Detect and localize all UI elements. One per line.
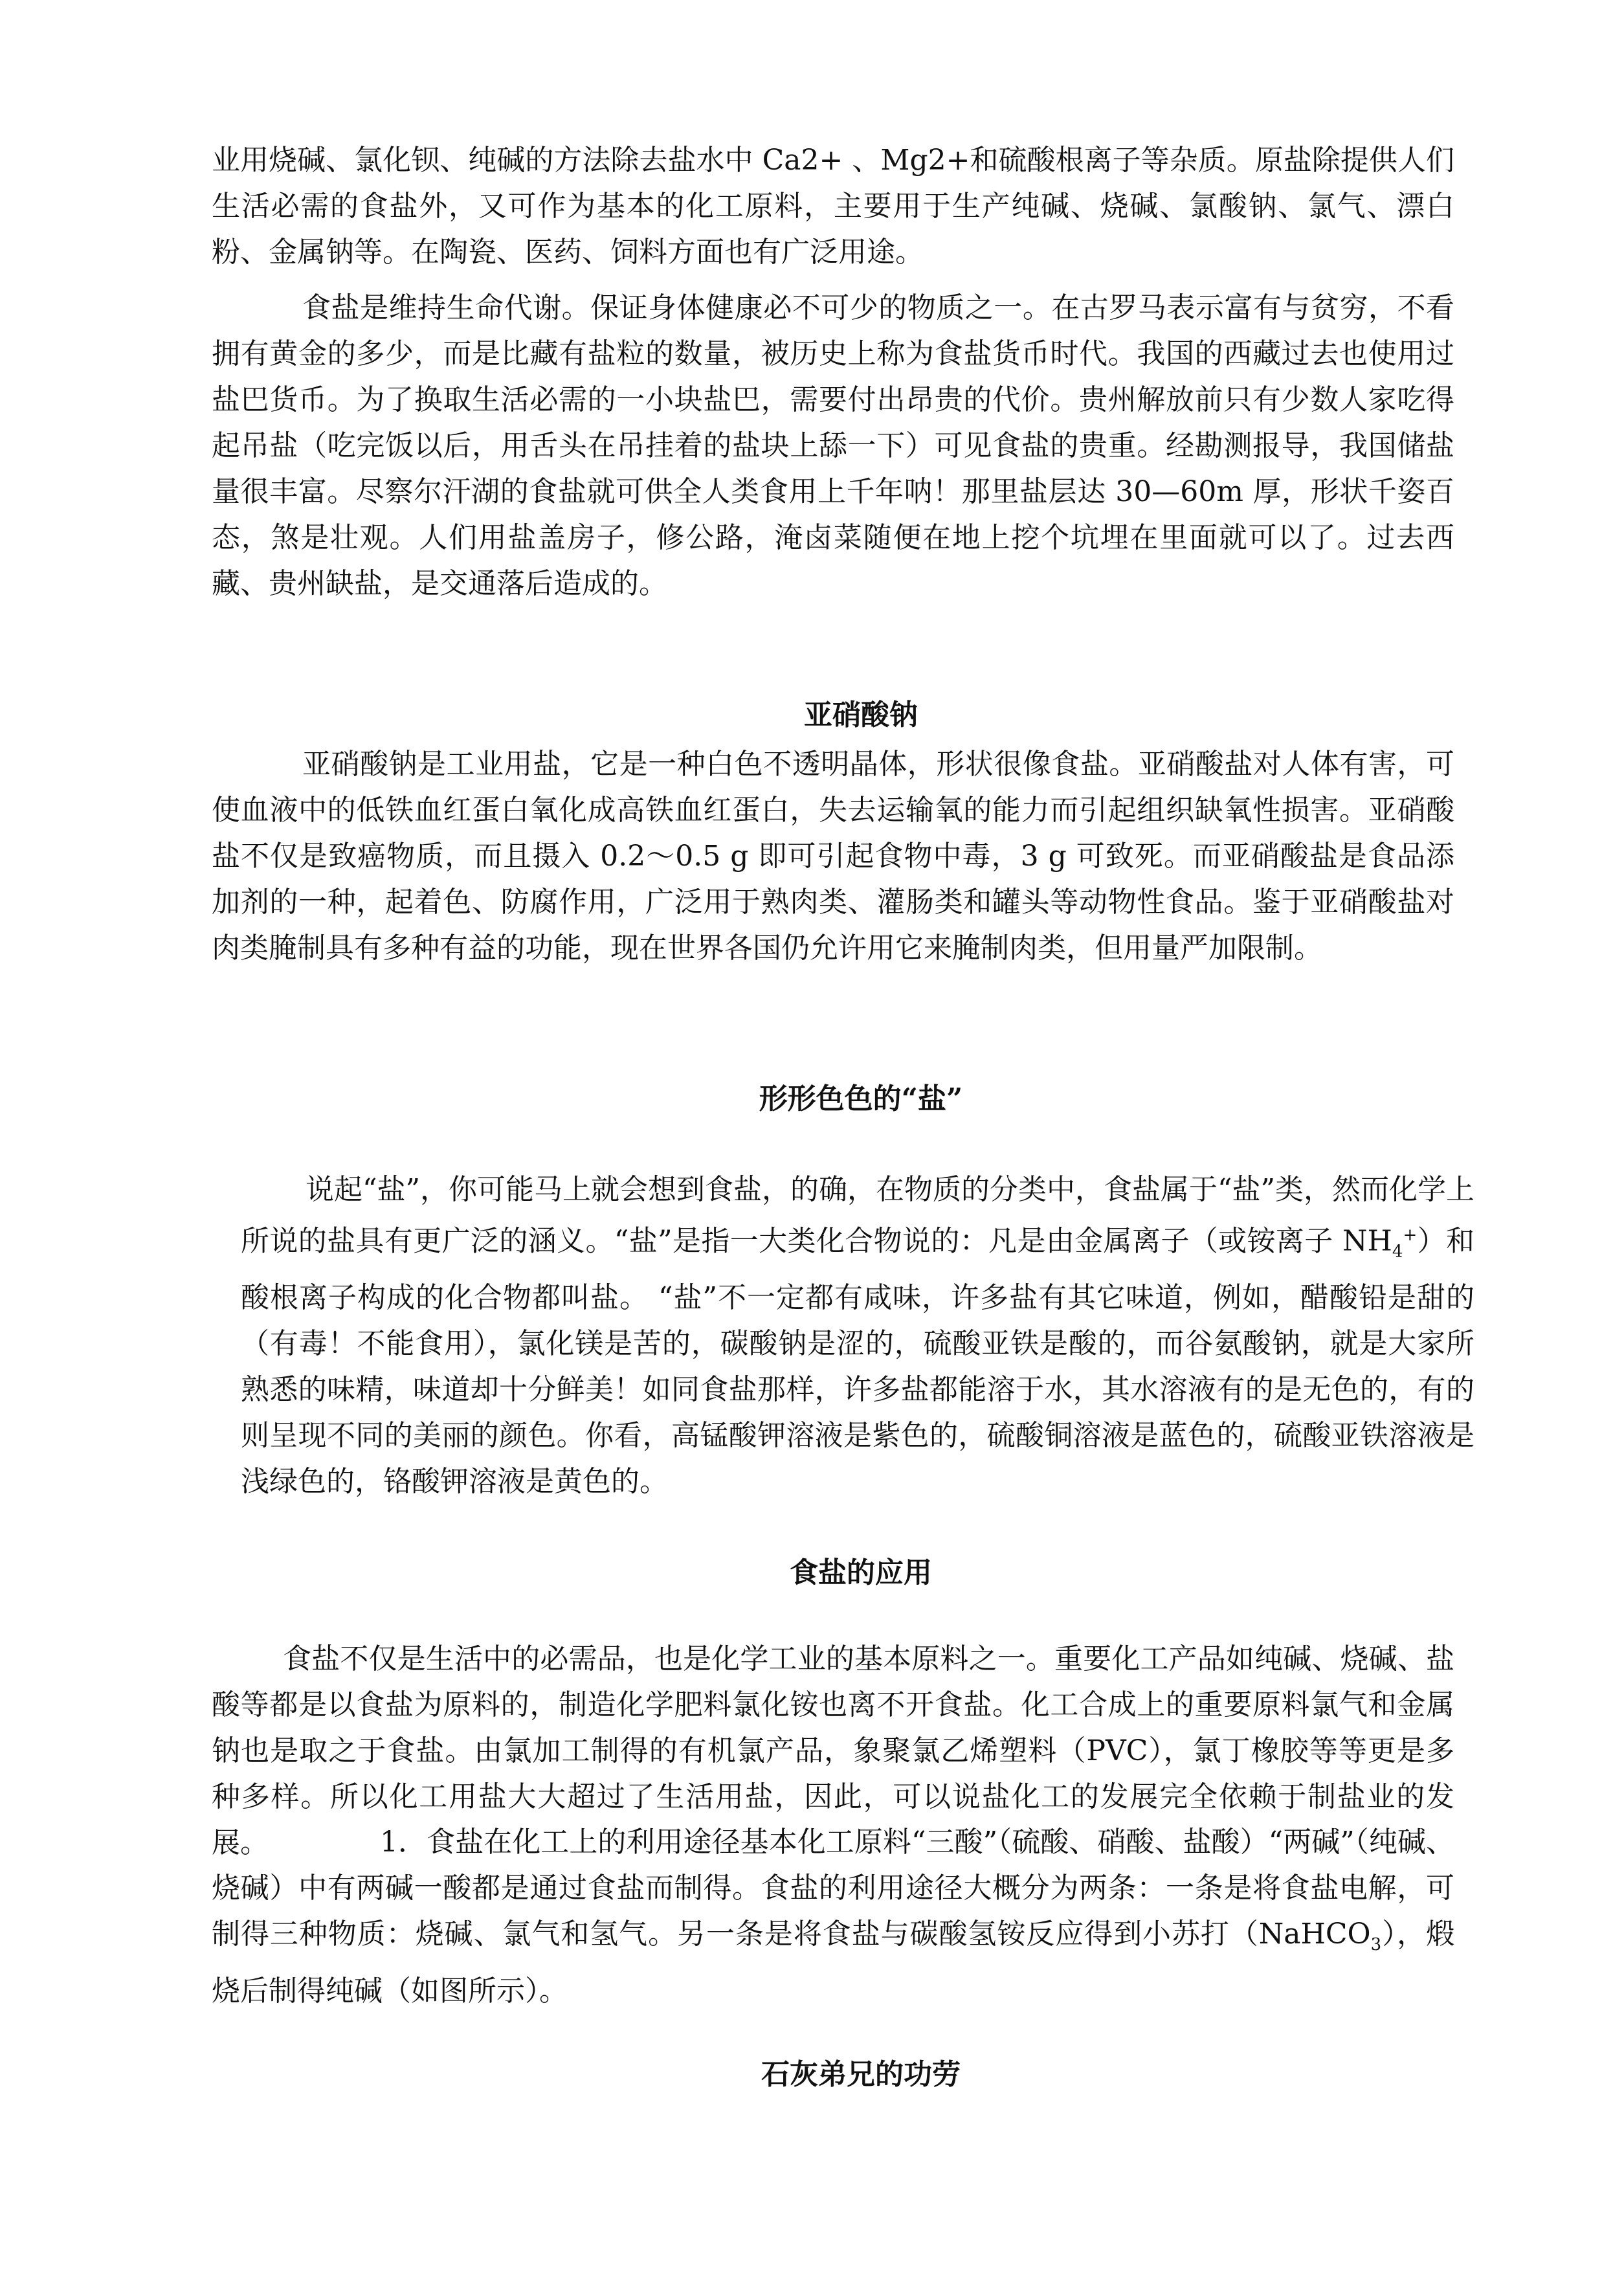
paragraph-text: 1．食盐在化工上的利用途径基本化工原料“三酸”（硫酸、硝酸、盐酸）“两碱”（纯碱、烧碱）中有两碱一酸都是通过食盐而制得。食盐的利用途径大概分为两条：一条是将食盐电解，可制得三种物质：烧碱、氯气和氢气。另一条是将食盐与碳酸氢铵反应得到小苏打（NaHCO: [212, 1826, 1454, 1951]
heading-sodium-nitrite: 亚硝酸钠: [804, 699, 918, 732]
paragraph-text: 说起“盐”，你可能马上就会想到食盐，的确，在物质的分类中，食盐属于“盐”类，然而化学上所说的盐具有更广泛的涵义。“盐”是指一大类化合物说的：凡是由金属离子（或铵离子 NH: [241, 1173, 1474, 1258]
paragraph-various-salts: [241, 1167, 1474, 1504]
paragraph-salt-purification: [212, 137, 1454, 275]
paragraph-text: 亚硝酸钠是工业用盐，它是一种白色不透明晶体，形状很像食盐。亚硝酸盐对人体有害，可使血液中的低铁血红蛋白氧化成高铁血红蛋白，失去运输氧的能力而引起组织缺氧性损害。亚硝酸盐不仅是致癌物质，而且摄入 0.2～0.5 g 即可引起食物中毒，3 g 可致死。而亚硝酸盐是食品添加剂的一种，起着色、防腐作用，广泛用于熟肉类、灌肠类和罐头等动物性食品。鉴于亚硝酸盐对肉类腌制具有多种有益的功能，现在世界各国仍允许用它来腌制肉类，但用量严加限制。: [212, 748, 1454, 965]
subscript-3: 3: [1370, 1934, 1382, 1954]
paragraph-salt-chemical-uses: [212, 1819, 1454, 2014]
paragraph-text: 业用烧碱、氯化钡、纯碱的方法除去盐水中 Ca2+ 、Mg2+和硫酸根离子等杂质。原盐除提供人们生活必需的食盐外，又可作为基本的化工原料，主要用于生产纯碱、烧碱、氯酸钠、氯气、漂白粉、金属钠等。在陶瓷、医药、饲料方面也有广泛用途。: [212, 144, 1454, 269]
superscript-plus: +: [1403, 1225, 1418, 1245]
paragraph-text: 食盐不仅是生活中的必需品，也是化学工业的基本原料之一。重要化工产品如纯碱、烧碱、盐酸等都是以食盐为原料的，制造化学肥料氯化铵也离不开食盐。化工合成上的重要原料氯气和金属钠也是取之于食盐。由氯加工制得的有机氯产品，象聚氯乙烯塑料（PVC），氯丁橡胶等等更是多种多样。所以化工用盐大大超过了生活用盐，因此，可以说盐化工的发展完全依赖于制盐业的发展。: [212, 1642, 1454, 1859]
heading-salt-applications: 食盐的应用: [790, 1556, 932, 1589]
paragraph-text: 食盐是维持生命代谢。保证身体健康必不可少的物质之一。在古罗马表示富有与贫穷，不看拥有黄金的多少，而是比藏有盐粒的数量，被历史上称为食盐货币时代。我国的西藏过去也使用过盐巴货币。为了换取生活必需的一小块盐巴，需要付出昂贵的代价。贵州解放前只有少数人家吃得起吊盐（吃完饭以后，用舌头在吊挂着的盐块上舔一下）可见食盐的贵重。经勘测报导，我国储盐量很丰富。尽察尔汗湖的食盐就可供全人类食用上千年呐！那里盐层达 30—60m 厚，形状千姿百态，煞是壮观。人们用盐盖房子，修公路，淹卤菜随便在地上挖个坑埋在里面就可以了。过去西藏、贵州缺盐，是交通落后造成的。: [212, 291, 1454, 600]
subscript-4: 4: [1392, 1242, 1403, 1262]
paragraph-text: ），煅烧后制得纯碱（如图所示）。: [212, 1918, 1455, 2008]
heading-lime-brothers: 石灰弟兄的功劳: [761, 2058, 961, 2091]
paragraph-text: ）和酸根离子构成的化合物都叫盐。 “盐”不一定都有咸味，许多盐有其它味道，例如，醋酸铅是甜的（有毒！不能食用），氯化镁是苦的，碳酸钠是涩的，硫酸亚铁是酸的，而谷氨酸钠，就是大家所熟悉的味精，味道却十分鲜美！如同食盐那样，许多盐都能溶于水，其水溶液有的是无色的，有的则呈现不同的美丽的颜色。你看，高锰酸钾溶液是紫色的，硫酸铜溶液是蓝色的，硫酸亚铁溶液是浅绿色的，铬酸钾溶液是黄色的。: [241, 1224, 1475, 1499]
heading-various-salts: 形形色色的“盐”: [759, 1082, 963, 1115]
paragraph-sodium-nitrite: [212, 741, 1454, 971]
paragraph-salt-history: [212, 285, 1454, 607]
